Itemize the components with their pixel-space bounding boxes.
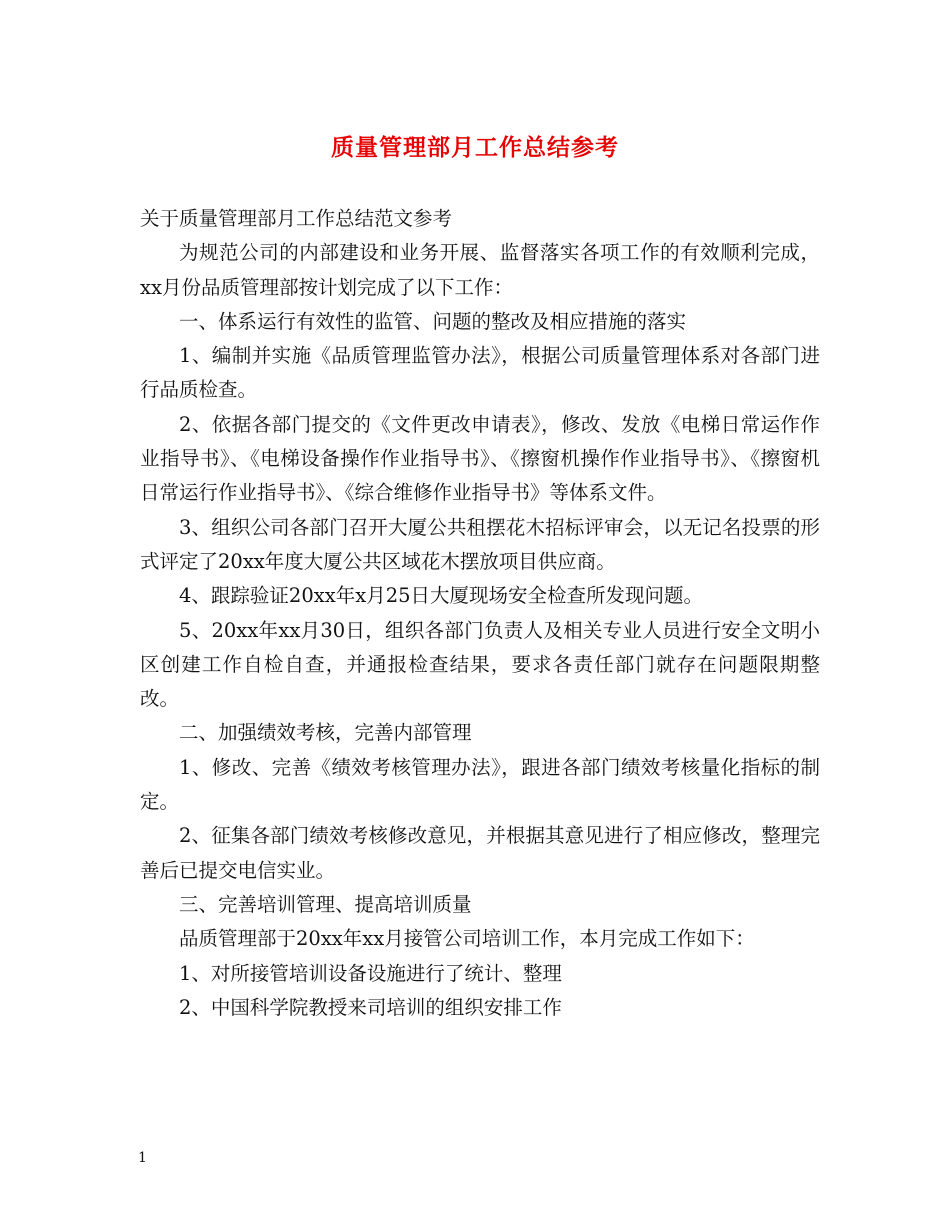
document-body	[140, 202, 820, 1025]
section-heading: 二、加强绩效考核，完善内部管理	[179, 721, 472, 745]
list-item: 4、跟踪验证20xx年x月25日大厦现场安全检查所发现问题。	[179, 584, 704, 608]
list-item: 1、对所接管培训设备设施进行了统计、整理	[179, 961, 562, 985]
list-item: 1、编制并实施《品质管理监管办法》，根据公司质量管理体系对各部门进行品质检查。	[140, 344, 820, 402]
paragraph-intro: 关于质量管理部月工作总结范文参考	[140, 207, 453, 230]
list-item: 1、修改、完善《绩效考核管理办法》，跟进各部门绩效考核量化指标的制定。	[140, 755, 820, 814]
paragraph: 为规范公司的内部建设和业务开展、监督落实各项工作的有效顺利完成，xx月份品质管理部按计划完成了以下工作：	[140, 241, 820, 299]
document-title: 质量管理部月工作总结参考	[331, 134, 619, 161]
list-item: 3、组织公司各部门召开大厦公共租摆花木招标评审会，以无记名投票的形式评定了20xx年度大厦公共区域花木摆放项目供应商。	[140, 515, 820, 573]
paragraph: 品质管理部于20xx年xx月接管公司培训工作，本月完成工作如下：	[179, 927, 755, 951]
section-heading: 一、体系运行有效性的监管、问题的整改及相应措施的落实	[179, 309, 687, 333]
list-item: 2、依据各部门提交的《文件更改申请表》，修改、发放《电梯日常运作作业指导书》、《电梯设备操作作业指导书》、《擦窗机操作作业指导书》、《擦窗机日常运行作业指导书》、《综合维修作业指导书》等体系文件。	[140, 412, 820, 505]
page-number: 1	[138, 1150, 147, 1166]
list-item: 2、征集各部门绩效考核修改意见，并根据其意见进行了相应修改，整理完善后已提交电信实业。	[140, 824, 820, 882]
section-heading: 三、完善培训管理、提高培训质量	[179, 892, 472, 916]
list-item: 2、中国科学院教授来司培训的组织安排工作	[179, 995, 562, 1019]
list-item: 5、20xx年xx月30日，组织各部门负责人及相关专业人员进行安全文明小区创建工作自检自查，并通报检查结果，要求各责任部门就存在问题限期整改。	[140, 618, 820, 711]
